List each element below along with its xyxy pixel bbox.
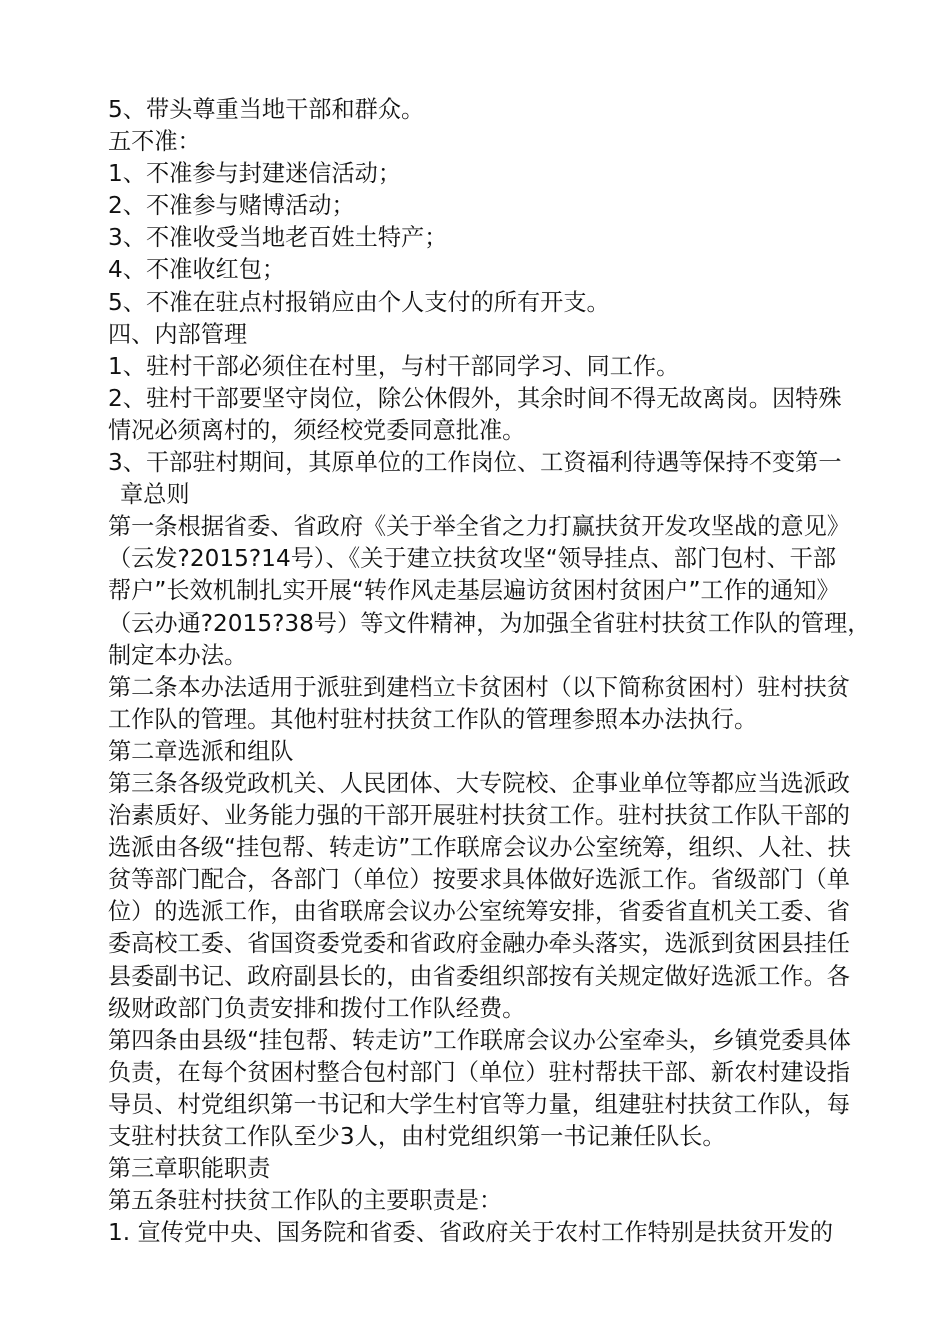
text-line: 治素质好、业务能力强的干部开展驻村扶贫工作。驻村扶贫工作队干部的: [108, 802, 850, 830]
text-line: 3、干部驻村期间，其原单位的工作岗位、工资福利待遇等保持不变第一: [108, 449, 842, 477]
text-line: 情况必须离村的，须经校党委同意批准。: [108, 416, 526, 444]
text-line: 县委副书记、政府副县长的，由省委组织部按有关规定做好选派工作。各: [108, 962, 850, 990]
chapter-heading: 第三章职能职责: [108, 1155, 271, 1183]
chapter-heading: 章总则: [120, 481, 190, 509]
text-line: 1. 宣传党中央、国务院和省委、省政府关于农村工作特别是扶贫开发的: [108, 1219, 834, 1247]
text-line: 第一条根据省委、省政府《关于举全省之力打赢扶贫开发攻坚战的意见》: [108, 513, 850, 541]
text-line: 第四条由县级“挂包帮、转走访”工作联席会议办公室牵头，乡镇党委具体: [108, 1026, 851, 1054]
text-line: （云办通?2015?38号）等文件精神，为加强全省驻村扶贫工作队的管理，: [108, 609, 871, 637]
section-heading: 五不准：: [108, 128, 201, 156]
text-line: 2、驻村干部要坚守岗位，除公休假外，其余时间不得无故离岗。因特殊: [108, 384, 842, 412]
text-line: 支驻村扶贫工作队至少3人，由村党组织第一书记兼任队长。: [108, 1123, 726, 1150]
text-line: 第五条驻村扶贫工作队的主要职责是：: [108, 1187, 503, 1215]
text-line: 选派由各级“挂包帮、转走访”工作联席会议办公室统筹，组织、人社、扶: [108, 834, 851, 862]
text-line: 制定本办法。: [108, 641, 248, 669]
text-line: 级财政部门负责安排和拨付工作队经费。: [108, 994, 526, 1022]
text-line: 导员、村党组织第一书记和大学生村官等力量，组建驻村扶贫工作队，每: [108, 1090, 850, 1118]
document-body: [108, 94, 871, 1249]
text-line: 2、不准参与赌博活动；: [108, 192, 355, 220]
text-line: 位）的选派工作，由省联席会议办公室统筹安排，省委省直机关工委、省: [108, 898, 850, 926]
text-line: （云发?2015?14号）、《关于建立扶贫攻坚“领导挂点、部门包村、干部: [108, 545, 837, 573]
section-heading: 四、内部管理: [108, 320, 248, 348]
text-line: 5、带头尊重当地干部和群众。: [108, 96, 425, 123]
chapter-heading: 第二章选派和组队: [108, 737, 294, 765]
text-line: 第三条各级党政机关、人民团体、大专院校、企事业单位等都应当选派政: [108, 769, 850, 797]
text-line: 3、不准收受当地老百姓土特产；: [108, 224, 448, 252]
text-line: 帮户”长效机制扎实开展“转作风走基层遍访贫困村贫困户”工作的通知》: [108, 577, 840, 605]
text-line: 4、不准收红包；: [108, 256, 286, 284]
text-line: 1、不准参与封建迷信活动；: [108, 160, 402, 188]
text-line: 第二条本办法适用于派驻到建档立卡贫困村（以下简称贫困村）驻村扶贫: [108, 673, 850, 701]
text-line: 1、驻村干部必须住在村里，与村干部同学习、同工作。: [108, 352, 680, 380]
text-line: 5、不准在驻点村报销应由个人支付的所有开支。: [108, 288, 610, 316]
text-line: 工作队的管理。其他村驻村扶贫工作队的管理参照本办法执行。: [108, 705, 758, 733]
text-line: 负责，在每个贫困村整合包村部门（单位）驻村帮扶干部、新农村建设指: [108, 1058, 850, 1086]
text-line: 贫等部门配合，各部门（单位）按要求具体做好选派工作。省级部门（单: [108, 866, 850, 894]
text-line: 委高校工委、省国资委党委和省政府金融办牵头落实，选派到贫困县挂任: [108, 930, 850, 958]
